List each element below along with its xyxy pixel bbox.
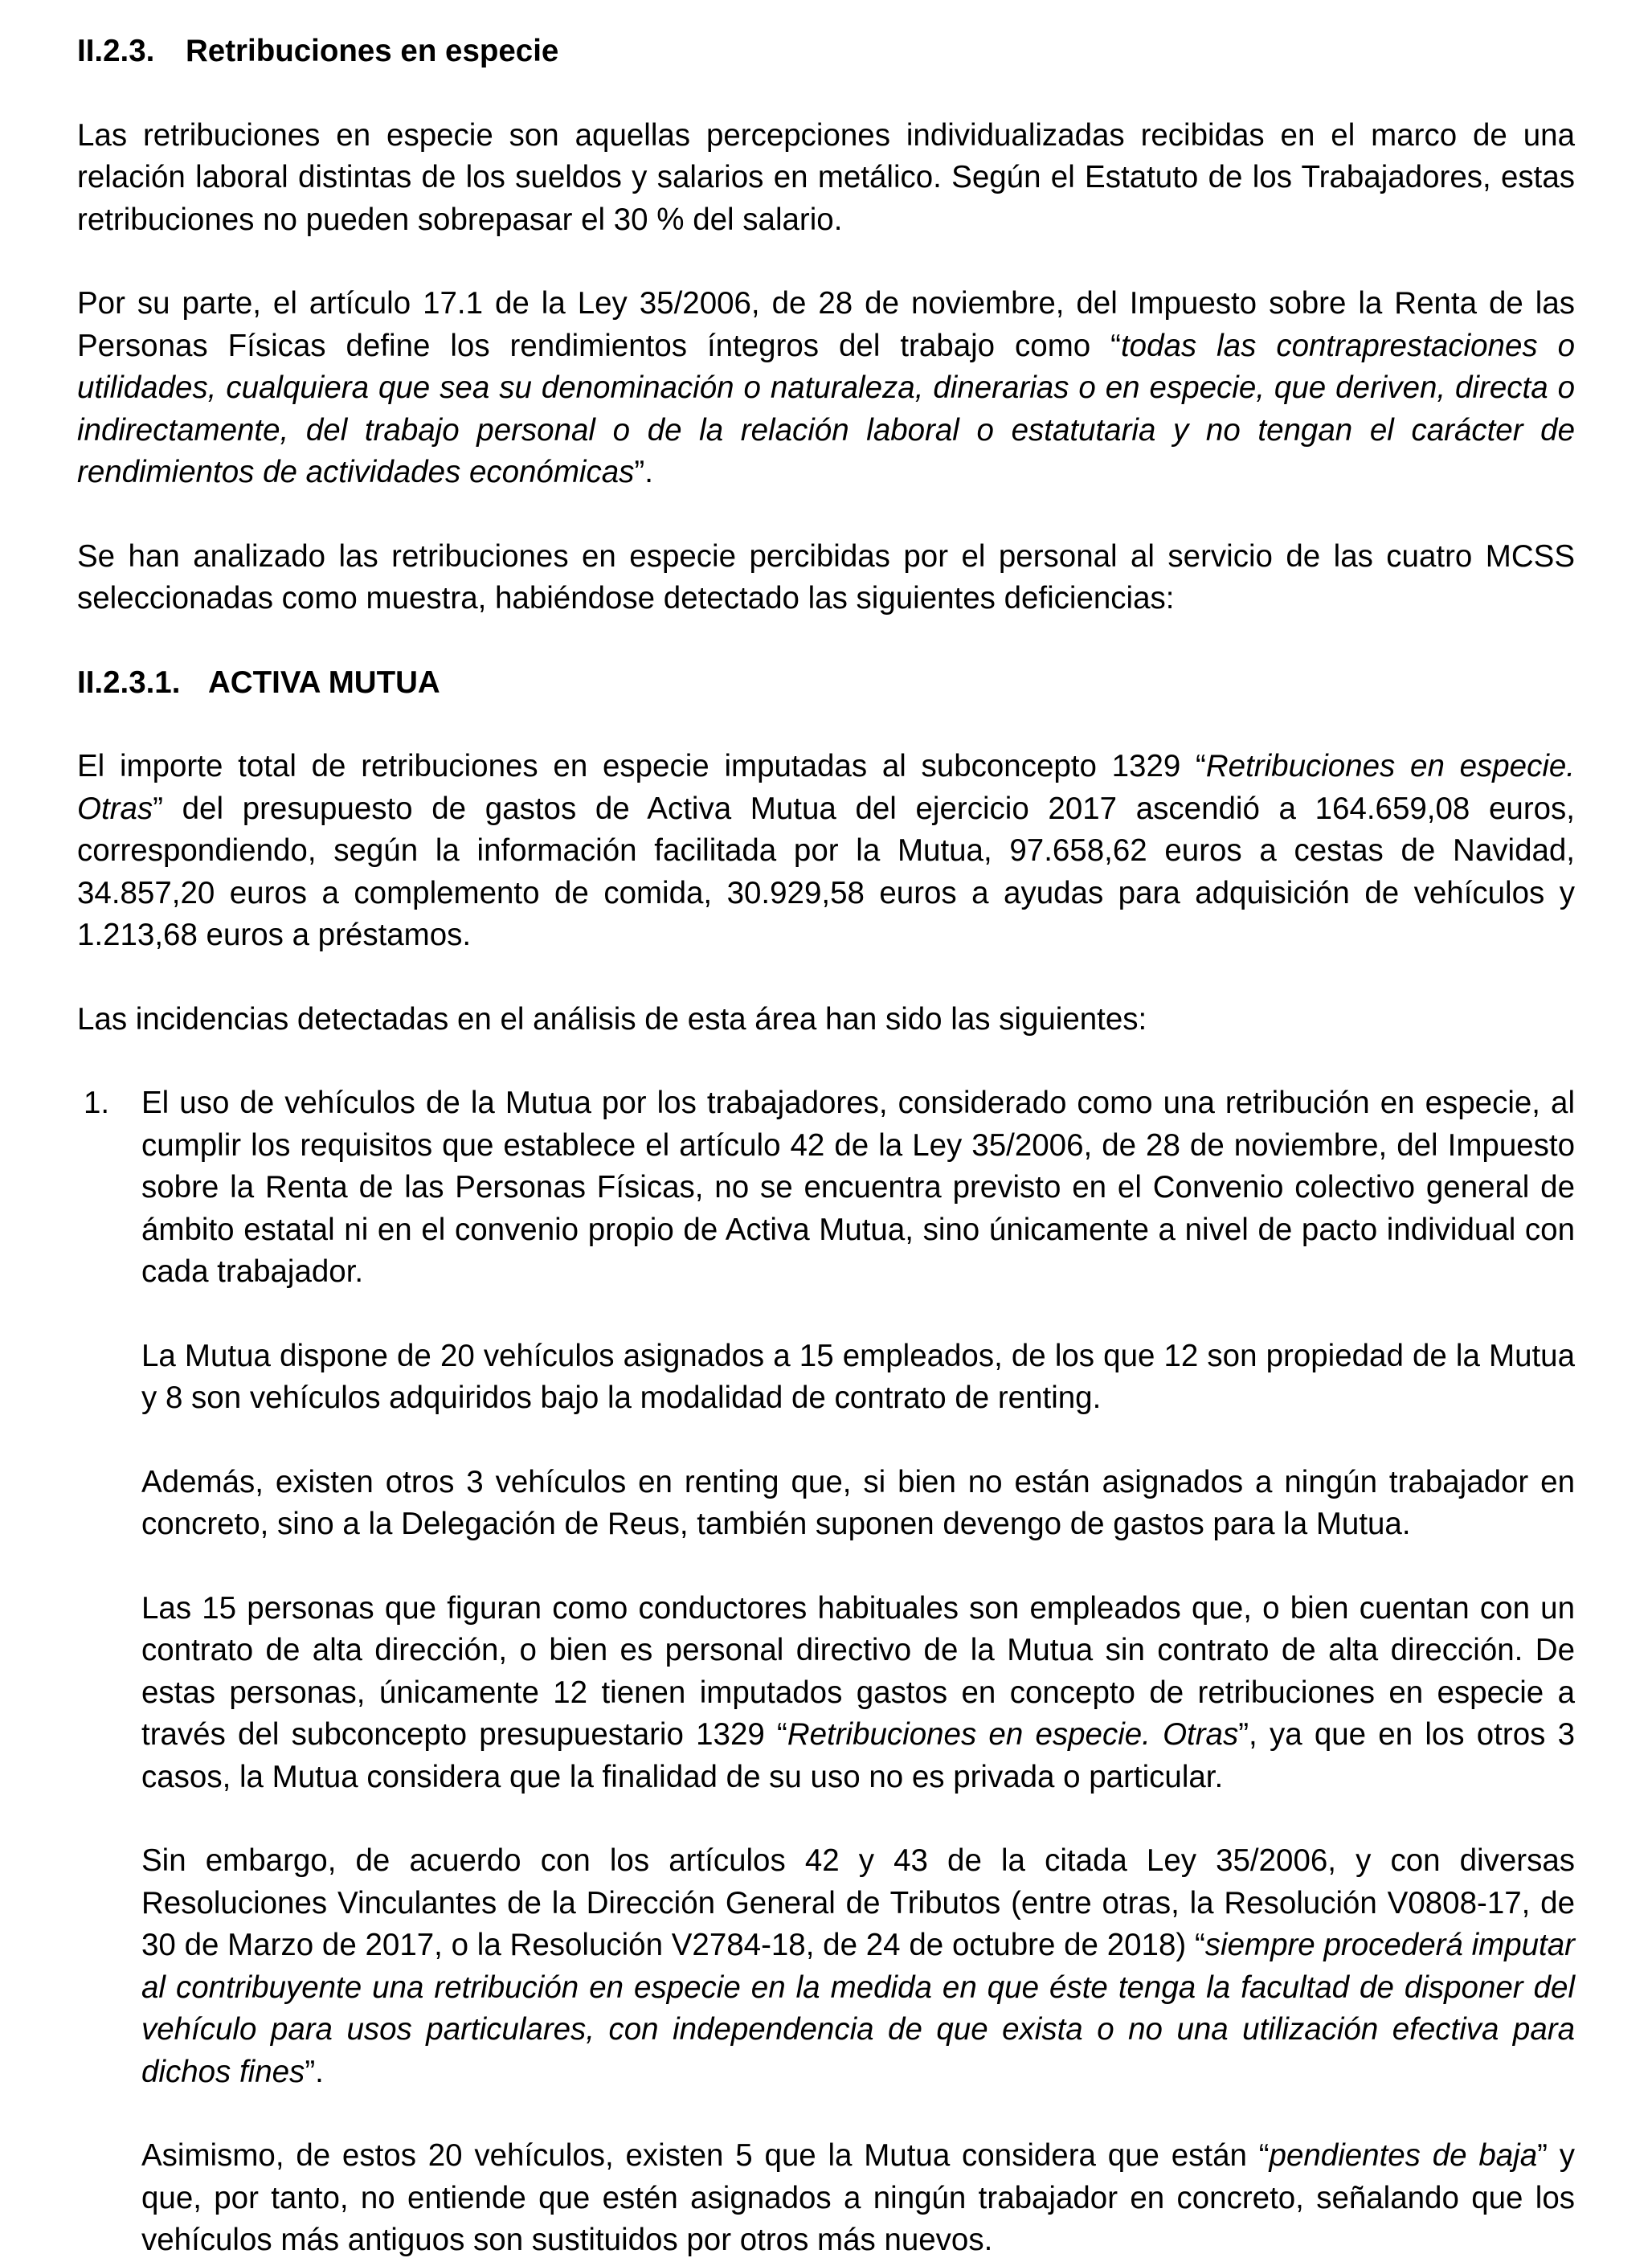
- paragraph-legal-reference: Por su parte, el artículo 17.1 de la Ley 35/2006, de 28 de noviembre, del Impuesto sobre la Renta de las Personas Físicas define los rendimientos íntegros del trabajo como “todas las contraprestaciones o utilidades, cualquiera que sea su denominación o naturaleza, dinerarias o en especie, que deriven, directa o indirectamente, del trabajo personal o de la relación laboral o estatutaria y no tengan el carácter de rendimientos de actividades económicas”.: [77, 286, 1575, 489]
- list-paragraph-pending-deregistration: Asimismo, de estos 20 vehículos, existen 5 que la Mutua considera que están “pendientes de baja” y que, por tanto, no entiende que estén asignados a ningún trabajador en concreto, señalando que los vehículos más antiguos son sustituidos por otros más nuevos.: [141, 2138, 1575, 2257]
- paragraph-incidences-intro: Las incidencias detectadas en el análisis de esta área han sido las siguientes:: [77, 1001, 1147, 1037]
- list-paragraph-resolutions: Sin embargo, de acuerdo con los artículos 42 y 43 de la citada Ley 35/2006, y con diversas Resoluciones Vinculantes de la Dirección General de Tributos (entre otras, la Resolución V0808-17, de 30 de Marzo de 2017, o la Resolución V2784-18, de 24 de octubre de 2018) “siempre procederá imputar al contribuyente una retribución en especie en la medida en que éste tenga la facultad de disponer del vehículo para usos particulares, con independencia de que exista o no una utilización efectiva para dichos fines”.: [141, 1843, 1575, 2089]
- subsection-heading: [77, 662, 1575, 705]
- paragraph-analysis-intro: Se han analizado las retribuciones en especie percibidas por el personal al servicio de las cuatro MCSS seleccionadas como muestra, habiéndose detectado las siguientes deficiencias:: [77, 538, 1575, 616]
- list-marker: 1.: [84, 1086, 110, 1120]
- list-paragraph-renting-reus: Además, existen otros 3 vehículos en renting que, si bien no están asignados a ningún trabajador en concreto, sino a la Delegación de Reus, también suponen devengo de gastos para la Mutua.: [141, 1464, 1575, 1541]
- paragraph-definition: Las retribuciones en especie son aquellas percepciones individualizadas recibidas en el marco de una relación laboral distintas de los sueldos y salarios en metálico. Según el Estatuto de los Trabajadores, estas retribuciones no pueden sobrepasar el 30 % del salario.: [77, 117, 1575, 237]
- list-paragraph-vehicle-count: La Mutua dispone de 20 vehículos asignados a 15 empleados, de los que 12 son propiedad de la Mutua y 8 son vehículos adquiridos bajo la modalidad de contrato de renting.: [141, 1338, 1575, 1415]
- list-item: [77, 1082, 1575, 2262]
- legal-quote: todas las contraprestaciones o utilidades, cualquiera que sea su denominación o naturaleza, dinerarias o en especie, que deriven, directa o indirectamente, del trabajo personal o de la relación laboral o estatutaria y no tengan el carácter de rendimientos de actividades económicas: [77, 328, 1575, 489]
- section-title: Retribuciones en especie: [186, 34, 559, 68]
- section-heading: [77, 31, 1575, 73]
- list-paragraph-vehicle-use: El uso de vehículos de la Mutua por los trabajadores, considerado como una retribución en especie, al cumplir los requisitos que establece el artículo 42 de la Ley 35/2006, de 28 de noviembre, del Impuesto sobre la Renta de las Personas Físicas, no se encuentra previsto en el Convenio colectivo general de ámbito estatal ni en el convenio propio de Activa Mutua, sino únicamente a nivel de pacto individual con cada trabajador.: [141, 1086, 1575, 1289]
- paragraph-activa-amounts: El importe total de retribuciones en especie imputadas al subconcepto 1329 “Retribuciones en especie. Otras” del presupuesto de gastos de Activa Mutua del ejercicio 2017 ascendió a 164.659,08 euros, correspondiendo, según la información facilitada por la Mutua, 97.658,62 euros a cestas de Navidad, 34.857,20 euros a complemento de comida, 30.929,58 euros a ayudas para adquisición de vehículos y 1.213,68 euros a préstamos.: [77, 749, 1576, 952]
- document-page: [77, 31, 1575, 2262]
- subconcept-name: Retribuciones en especie. Otras: [77, 749, 1576, 826]
- section-number: II.2.3.: [77, 34, 155, 68]
- list-paragraph-drivers: Las 15 personas que figuran como conductores habituales son empleados que, o bien cuentan con un contrato de alta dirección, o bien es personal directivo de la Mutua sin contrato de alta dirección. De estas personas, únicamente 12 tienen imputados gastos en concepto de retribuciones en especie a través del subconcepto presupuestario 1329 “Retribuciones en especie. Otras”, ya que en los otros 3 casos, la Mutua considera que la finalidad de su uso no es privada o particular.: [141, 1590, 1575, 1794]
- subsection-number: II.2.3.1.: [77, 665, 181, 700]
- subsection-title: ACTIVA MUTUA: [208, 665, 440, 700]
